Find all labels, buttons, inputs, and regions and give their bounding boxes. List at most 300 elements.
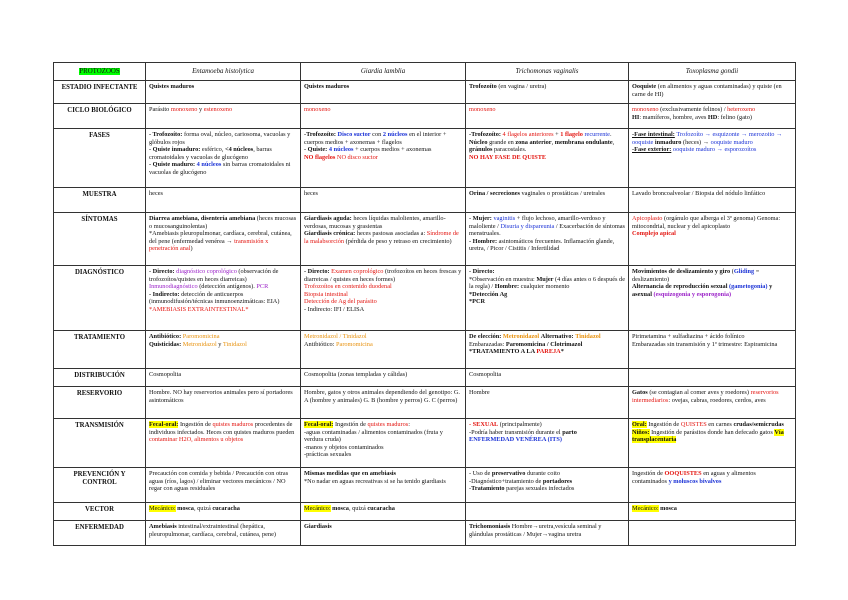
cell-text: Alternancia de reproducción sexual (632, 283, 728, 291)
cell-line (632, 83, 792, 98)
cell-line (632, 283, 792, 298)
cell-text: , (612, 138, 615, 146)
trichomonas-cell (466, 419, 629, 468)
cell-text: (en vagina / uretra) (496, 83, 547, 90)
cell-text: Mecánico: (149, 505, 176, 512)
cell-line (469, 341, 625, 349)
cell-line (469, 83, 625, 91)
cell-line (632, 190, 792, 198)
cell-text: + cuerpos medios + axonemas (353, 146, 432, 154)
cell-text: vaginitis (493, 215, 516, 222)
toxoplasma-cell (629, 266, 796, 331)
cell-text: Amebiasis (149, 523, 177, 530)
cell-text: ooquiste maduro (710, 138, 753, 146)
cell-line (632, 268, 792, 283)
cell-text: detección de anticuerpos (inmunodifusión/técnicas inmunoenzimáticas: EIA) (149, 290, 280, 306)
cell-text: NO flagelos (304, 153, 336, 161)
column-header (466, 63, 629, 81)
cell-text: reservorios intermediarios (632, 389, 779, 404)
cell-line (149, 268, 297, 283)
row-label: DIAGNÓSTICO (54, 266, 146, 331)
cell-text: - (469, 485, 472, 493)
table-row (54, 419, 796, 468)
giardia-cell (301, 503, 466, 521)
cell-line (149, 146, 297, 161)
cell-text: Metronidazol / Tinidazol (304, 333, 367, 340)
cell-text: - Hombre: (469, 237, 498, 245)
cell-text: vaginales o prostáticas / uretrales (519, 190, 606, 197)
cell-text: cucaracha (367, 505, 395, 512)
cell-line (469, 238, 625, 253)
row-label: FASES (54, 129, 146, 188)
toxoplasma-cell (629, 419, 796, 468)
cell-text: Embarazadas sin transmisión y 1º trimestre: Espiramicina (632, 340, 778, 348)
cell-text: - Quiste maduro: (149, 161, 196, 169)
protozoa-comparison-table (53, 62, 796, 546)
cell-text: heces pastosas asociadas a: (355, 230, 427, 238)
table-row (54, 213, 796, 266)
cell-line (304, 291, 462, 299)
cell-text: - Trofozoíto: (149, 131, 183, 138)
cell-line (632, 333, 792, 341)
cell-line (469, 436, 625, 444)
cell-text: (observación de trofozoítos/quistes en heces diarreicas) (149, 268, 279, 283)
cell-line (149, 230, 297, 253)
cell-text: Paromomicina (182, 333, 220, 340)
cell-text: Oral: (632, 421, 647, 428)
cell-line (304, 106, 462, 114)
cell-line (149, 341, 297, 349)
cell-text: *AMEBIASIS EXTRAINTESTINAL* (149, 305, 249, 313)
cell-text: Vía transplacentaria (632, 428, 784, 444)
cell-line (304, 298, 462, 306)
cell-text: en el interior + cuerpos medios + axonemas + flagelos (304, 131, 447, 146)
cell-line (469, 470, 625, 478)
toxoplasma-cell (629, 503, 796, 521)
giardia-cell (301, 387, 466, 419)
trichomonas-cell (466, 468, 629, 503)
cell-line (469, 348, 625, 356)
cell-text: = deslizamiento) (632, 268, 760, 283)
cell-text: 4 núcleos (196, 161, 222, 169)
cell-text: heces (149, 190, 163, 197)
cell-line (304, 451, 462, 459)
cell-text: estenoxeno (203, 106, 233, 113)
cell-line (304, 215, 462, 230)
cell-line (149, 523, 297, 538)
cell-line (304, 283, 462, 291)
cell-text: -Podría haber transmisión durante el (469, 428, 563, 436)
table-row (54, 387, 796, 419)
toxoplasma-cell (629, 369, 796, 387)
giardia-cell (301, 104, 466, 129)
cell-text: (en alimentos y aguas contaminadas) y quiste (en carne de HI) (632, 83, 782, 98)
cell-line (469, 523, 625, 538)
cell-text: Fecal-oral: (304, 421, 334, 428)
cell-line (304, 131, 462, 146)
cell-text: ooquiste maduro → esporozoítos (672, 146, 757, 154)
cell-text: Biopsia intestinal (304, 290, 348, 298)
cell-text: Ingestión de (646, 421, 681, 428)
cell-text: Giardiasis (304, 523, 332, 530)
cell-text: *PCR (469, 298, 486, 306)
cell-line (304, 389, 462, 404)
cell-text: : mamíferos, hombre, aves (639, 113, 708, 121)
cell-line (304, 83, 462, 91)
cell-text: Ooquiste (632, 83, 657, 90)
cell-line (149, 333, 297, 341)
table-row (54, 521, 796, 546)
cell-text: Hombre (469, 389, 490, 396)
cell-text: (gametogonia) (729, 283, 768, 291)
cell-text: HD (707, 113, 718, 121)
table-header (54, 63, 796, 81)
row-label: MUESTRA (54, 188, 146, 213)
cell-line (149, 283, 297, 291)
cell-text: Núcleo (469, 138, 488, 146)
cell-text: NO HAY FASE DE QUISTE (469, 153, 547, 161)
cell-text: diagnóstico coprológico (176, 268, 237, 275)
cell-line (632, 146, 792, 154)
cell-text: -Trofozoíto: (304, 131, 336, 138)
table-row (54, 503, 796, 521)
cell-line (304, 190, 462, 198)
cell-line (469, 190, 625, 198)
cell-text: Giardiasis aguda: (304, 215, 352, 222)
cell-text: Mecánico: (304, 505, 331, 512)
trichomonas-cell (466, 369, 629, 387)
cell-text: cualquier momento (519, 283, 570, 291)
cell-line (149, 306, 297, 314)
cell-text: Fecal-oral: (149, 421, 179, 428)
row-label: TRATAMIENTO (54, 331, 146, 369)
cell-line (304, 444, 462, 452)
cell-text: Antibiótico: (304, 340, 337, 348)
cell-line (469, 421, 625, 429)
cell-text: Parásito (149, 106, 171, 113)
toxoplasma-cell (629, 104, 796, 129)
cell-text: membrana ondulante (554, 138, 613, 146)
cell-text: -Trofozoíto: (469, 131, 501, 138)
cell-text: transmisión x penetración anal (149, 237, 269, 253)
toxoplasma-cell (629, 521, 796, 546)
toxoplasma-cell (629, 468, 796, 503)
giardia-cell (301, 188, 466, 213)
cell-text: 4 flagelos anteriores (502, 131, 554, 138)
cell-text: Complejo apical (632, 230, 676, 238)
cell-line (149, 190, 297, 198)
table-row (54, 266, 796, 331)
cell-text: en aguas y alimentos contaminados (632, 470, 756, 485)
cell-text: mosca (177, 505, 194, 512)
cell-line (632, 470, 792, 485)
table-row (54, 331, 796, 369)
cell-text: , (551, 138, 555, 146)
cell-text: Giardiasis crónica: (304, 230, 356, 238)
cell-text: *TRATAMIENTO A LA (469, 348, 537, 356)
trichomonas-cell (466, 188, 629, 213)
cell-text: mosca (660, 505, 677, 512)
cell-text: portadores (542, 477, 573, 485)
cell-text: heces (304, 190, 318, 197)
cell-line (304, 230, 462, 245)
cell-text: heteroxeno (727, 106, 756, 113)
cell-line (469, 371, 625, 379)
cell-line (469, 478, 625, 486)
cell-text: gránulos (469, 146, 493, 154)
cell-line (469, 291, 625, 299)
toxoplasma-cell (629, 129, 796, 188)
cell-text: Trofozoíto → esquizonte → merozoito → ooquiste (632, 131, 783, 146)
cell-text: y (216, 340, 223, 348)
cell-text: Precaución con comida y bebida / Precaución con otras aguas (ríos, lagos) / eliminar vectores mecánicos / NO regar con aguas residuales (149, 470, 289, 493)
giardia-cell (301, 266, 466, 331)
cell-text: - Directo: (149, 268, 175, 275)
corner-header (54, 63, 146, 81)
column-header (146, 63, 301, 81)
trichomonas-cell (466, 213, 629, 266)
entamoeba-cell (146, 369, 301, 387)
cell-text: *Observación en muestra: (469, 275, 537, 283)
cell-text: (pérdida de peso y retraso en crecimiento) (344, 237, 452, 245)
cell-text: y (197, 106, 204, 113)
cell-text: quistes maduros (367, 421, 409, 428)
cell-text: zona anterior (515, 138, 552, 146)
cell-text: sin barras cromatoidales ni vacuolas de glucógeno (149, 161, 291, 176)
cell-text: (principalmente) (498, 421, 542, 428)
cell-text: Gliding (733, 268, 755, 275)
entamoeba-cell (146, 104, 301, 129)
cell-text: Orina / secreciones (469, 190, 520, 197)
toxoplasma-cell (629, 331, 796, 369)
trichomonas-cell (466, 387, 629, 419)
cell-text: monoxeno (304, 106, 331, 113)
cell-text: Mecánico: (632, 505, 659, 512)
toxoplasma-cell (629, 81, 796, 104)
cell-text: procedentes de individuos infectados. Heces con quistes maduros pueden (149, 421, 295, 436)
cell-text: preservativo (491, 470, 526, 477)
cell-text: (4 días antes o 6 después de la regla) / (469, 275, 625, 291)
cell-text: Paromomicina / Clotrimazol (505, 340, 583, 348)
trichomonas-cell (466, 331, 629, 369)
cell-line (304, 333, 462, 341)
cell-text: Disco suctor (337, 131, 371, 138)
cell-line (149, 389, 297, 404)
cell-text: NO disco suctor (336, 153, 378, 161)
cell-line (304, 470, 462, 478)
cell-text: ( (730, 268, 734, 275)
cell-text: en carnes (706, 421, 734, 428)
cell-text: (heces) → (681, 138, 711, 146)
giardia-cell (301, 521, 466, 546)
cell-line (304, 341, 462, 349)
cell-text: - Directo: (304, 268, 330, 275)
giardia-cell (301, 468, 466, 503)
cell-line (469, 389, 625, 397)
cell-line (469, 106, 625, 114)
entamoeba-cell (146, 521, 301, 546)
cell-line (632, 230, 792, 238)
cell-text: , quizá (348, 505, 368, 512)
row-label: DISTRIBUCIÓN (54, 369, 146, 387)
cell-text: (orgánulo que alberga el 3º genoma) Genoma: mitocondrial, nuclear y del apicoplasto (632, 215, 781, 230)
cell-text: Alternativo: (540, 333, 574, 340)
cell-text: <4 núcleos (224, 146, 254, 154)
cell-text: - Uso de (469, 470, 492, 477)
cell-text: cucaracha (212, 505, 240, 512)
cell-text: crudas/semicrudas (733, 421, 784, 428)
cell-line (469, 333, 625, 341)
cell-line (149, 215, 297, 230)
cell-line (149, 161, 297, 176)
cell-text: , quizá (193, 505, 213, 512)
cell-text: * (560, 348, 564, 356)
cell-text: Movimientos de deslizamiento y giro (632, 268, 731, 275)
cell-line (632, 215, 792, 230)
cell-text: *Detección Ag (469, 290, 508, 298)
cell-line (469, 298, 625, 306)
cell-text: Examen coprológico (331, 268, 384, 275)
row-label: ENFERMEDAD (54, 521, 146, 546)
row-label: TRANSMISIÓN (54, 419, 146, 468)
trichomonas-cell (466, 81, 629, 104)
cell-text: / Exacerbación de síntomas menstruales. (469, 222, 625, 238)
cell-line (469, 154, 625, 162)
cell-text: - SEXUAL (469, 421, 499, 428)
entamoeba-cell (146, 266, 301, 331)
entamoeba-cell (146, 419, 301, 468)
table-row (54, 188, 796, 213)
trichomonas-cell (466, 266, 629, 331)
entamoeba-cell (146, 213, 301, 266)
row-label: PREVENCIÓN Y CONTROL (54, 468, 146, 503)
cell-line (149, 83, 297, 91)
table-row (54, 129, 796, 188)
row-label: RESERVORIO (54, 387, 146, 419)
table-row (54, 468, 796, 503)
cell-text: Ingestión de (333, 421, 368, 428)
cell-text: Cosmopolita (zonas templadas y cálidas) (304, 371, 408, 378)
cell-text: Hombre, gatos y otros animales dependiendo del genotipo: G. A (hombre y animales) G. B (hombre y perros) G. C (perros) (304, 389, 460, 404)
cell-text: mosca (332, 505, 349, 512)
cell-text: Tratamiento (471, 485, 505, 493)
cell-text: monoxeno (170, 106, 198, 113)
entamoeba-cell (146, 387, 301, 419)
cell-text: Embarazadas: (469, 340, 506, 348)
species-name: Toxoplasma gondii (685, 67, 739, 75)
cell-line (304, 146, 462, 154)
cell-text: - Quiste inmaduro: (149, 146, 201, 154)
cell-line (469, 131, 625, 154)
species-name: Giardia lamblia (360, 67, 406, 75)
toxoplasma-cell (629, 213, 796, 266)
cell-text: monoxeno (632, 106, 659, 113)
cell-text: - Mujer: (469, 215, 492, 222)
cell-text: *Amebiasis pleuropulmonar, cardíaca, cerebral, cutánea, del pene (enfermedad venérea → (149, 230, 292, 245)
cell-text: - Indirecto: (149, 290, 180, 298)
cell-line (304, 268, 462, 283)
cell-text: asintomáticos frecuentes. Inflamación glande, uretra, / Picor / Cistitis / Infertilidad (469, 237, 615, 253)
cell-line (469, 268, 625, 276)
cell-line (149, 470, 297, 493)
cell-line (469, 276, 625, 291)
cell-text: Antibiótico: (149, 333, 182, 340)
cell-text: (esquizogonia y esporogonia) (653, 290, 732, 298)
cell-text: (se contagian al comer aves y roedores) (647, 389, 751, 396)
cell-text: -Diagnóstico+tratamiento de (469, 477, 543, 485)
cell-text: - Directo: (469, 268, 495, 275)
cell-line (632, 131, 792, 146)
column-header (629, 63, 796, 81)
cell-text: : (408, 421, 410, 428)
cell-text: (trofozoítos en heces frescas y diarreicas / quistes en heces formes) (304, 268, 462, 283)
cell-text: intestinal/extraintestinal (hepática, pleuropulmonar, cardíaca, cerebral, cutánea, pene) (149, 523, 277, 538)
cell-text: contaminar H2O, alimentos u objetos (149, 436, 244, 444)
row-label: ESTADIO INFECTANTE (54, 81, 146, 104)
cell-text: : felino (gato) (717, 113, 752, 121)
cell-line (632, 114, 792, 122)
cell-text: y asexual (632, 283, 773, 298)
row-label: SÍNTOMAS (54, 213, 146, 266)
cell-text: Niños: (632, 428, 650, 436)
cell-text: -manos y objetos contaminados (304, 443, 384, 451)
trichomonas-cell (466, 129, 629, 188)
cell-text: Mismas medidas que en amebiasis (304, 470, 397, 477)
cell-text: Ingestión de (178, 421, 213, 428)
cell-text: Quistes maduros (149, 83, 195, 90)
entamoeba-cell (146, 503, 301, 521)
cell-text: grande en (487, 138, 516, 146)
cell-text: . (609, 131, 612, 138)
cell-text: Cosmopolita (469, 371, 502, 378)
cell-line (632, 505, 792, 513)
trichomonas-cell (466, 521, 629, 546)
cell-text: - Quiste: (304, 146, 328, 154)
cell-line (632, 106, 792, 114)
cell-text: -prácticas sexuales (304, 451, 352, 459)
cell-line (632, 429, 792, 444)
cell-text: Trofozoíto (469, 83, 497, 90)
cell-text: Apicoplasto (632, 215, 663, 222)
cell-line (632, 341, 792, 349)
protozoos-title: PROTOZOOS (79, 67, 120, 75)
trichomonas-cell (466, 503, 629, 521)
giardia-cell (301, 213, 466, 266)
cell-text: parto (562, 428, 577, 436)
cell-line (304, 421, 462, 429)
cell-text: forma oval, núcleo, cariosoma, vacuolas y glóbulos rojos (149, 131, 291, 146)
entamoeba-cell (146, 331, 301, 369)
cell-text: Trichomoniasis (469, 523, 511, 530)
cell-text: 2 núcleos (382, 131, 408, 138)
cell-text: (exclusivamente felinos) / (658, 106, 728, 113)
cell-text: OOQUISTES (664, 470, 702, 477)
cell-text: recurrente (584, 131, 610, 138)
cell-text: (detección antígenos). (197, 283, 257, 291)
cell-text: 1 flagelo (560, 131, 583, 138)
cell-text: PCR (256, 283, 269, 291)
giardia-cell (301, 331, 466, 369)
cell-text: Ingestión de (632, 470, 665, 477)
cell-line (469, 485, 625, 493)
cell-text: - Indirecto: IFI / ELISA (304, 305, 365, 313)
column-header (301, 63, 466, 81)
cell-text: *No nadar en aguas recreativas si se ha tenido giardiasis (304, 477, 446, 485)
cell-text: Inmunodiagnóstico (149, 283, 198, 291)
cell-line (149, 371, 297, 379)
cell-text: paracostales. (492, 146, 527, 154)
cell-line (632, 389, 792, 404)
